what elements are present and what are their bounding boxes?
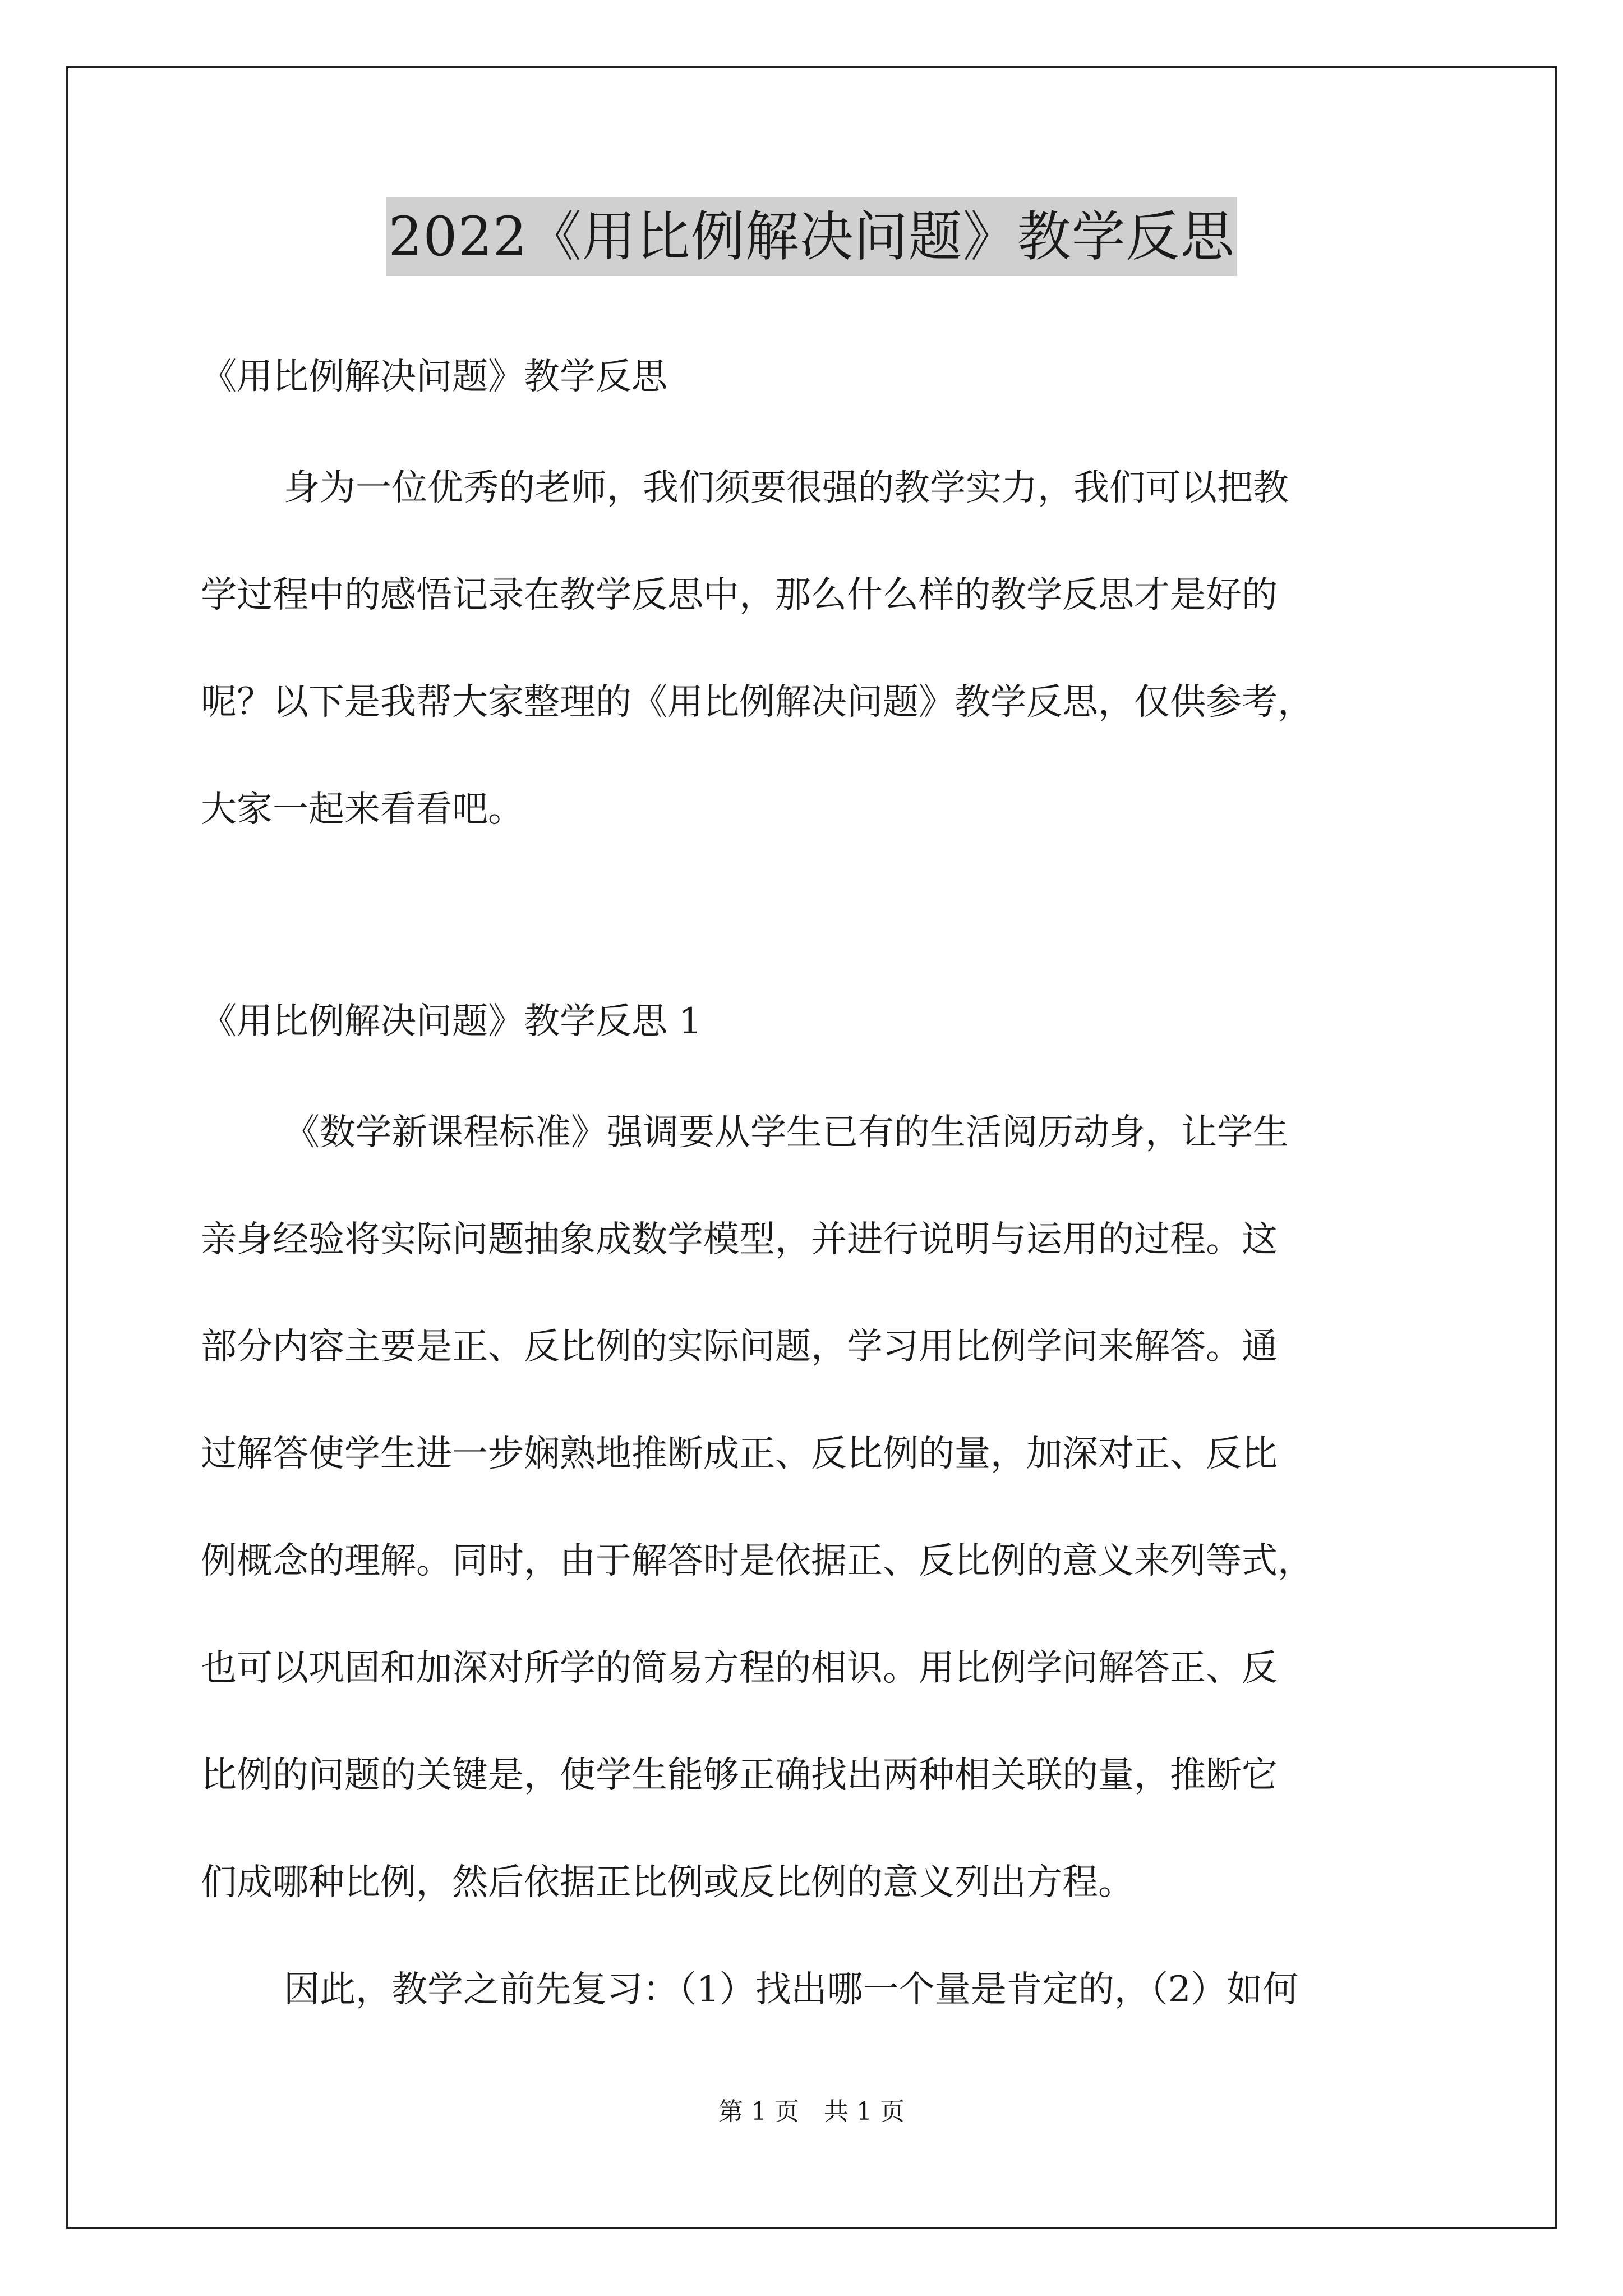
page-total: 共 1 页 (824, 2097, 905, 2126)
paragraph-line: 也可以巩固和加深对所学的简易方程的相识。用比例学问解答正、反 (201, 1648, 1278, 1689)
section1-heading: 《用比例解决问题》教学反思 1 (201, 1001, 702, 1042)
paragraph-line: 呢？以下是我帮大家整理的《用比例解决问题》教学反思，仅供参考， (201, 682, 1313, 723)
paragraph-line: 部分内容主要是正、反比例的实际问题，学习用比例学问来解答。通 (201, 1326, 1278, 1368)
paragraph-line: 亲身经验将实际问题抽象成数学模型，并进行说明与运用的过程。这 (201, 1219, 1278, 1260)
paragraph-line: 比例的问题的关键是，使学生能够正确找出两种相关联的量，推断它 (201, 1755, 1278, 1796)
paragraph-line: 学过程中的感悟记录在教学反思中，那么什么样的教学反思才是好的 (201, 574, 1278, 616)
title-wrap (0, 197, 1623, 276)
paragraph-line: 大家一起来看看吧。 (201, 789, 524, 830)
paragraph-line: 过解答使学生进一步娴熟地推断成正、反比例的量，加深对正、反比 (201, 1433, 1278, 1475)
document-title: 2022《用比例解决问题》教学反思 (386, 197, 1237, 276)
paragraph-line: 们成哪种比例，然后依据正比例或反比例的意义列出方程。 (201, 1862, 1134, 1903)
intro-heading: 《用比例解决问题》教学反思 (201, 356, 667, 398)
paragraph-line: 因此，教学之前先复习：（1）找出哪一个量是肯定的，（2）如何 (284, 1969, 1299, 2010)
page-footer (0, 2095, 1623, 2129)
section1-paragraph (201, 1079, 1429, 2044)
page-number: 第 1 页 (718, 2097, 799, 2126)
intro-paragraph (201, 435, 1429, 863)
paragraph-line: 例概念的理解。同时，由于解答时是依据正、反比例的意义来列等式， (201, 1540, 1313, 1582)
paragraph-line: 《数学新课程标准》强调要从学生已有的生活阅历动身，让学生 (284, 1112, 1289, 1153)
paragraph-line: 身为一位优秀的老师，我们须要很强的教学实力，我们可以把教 (284, 467, 1289, 509)
